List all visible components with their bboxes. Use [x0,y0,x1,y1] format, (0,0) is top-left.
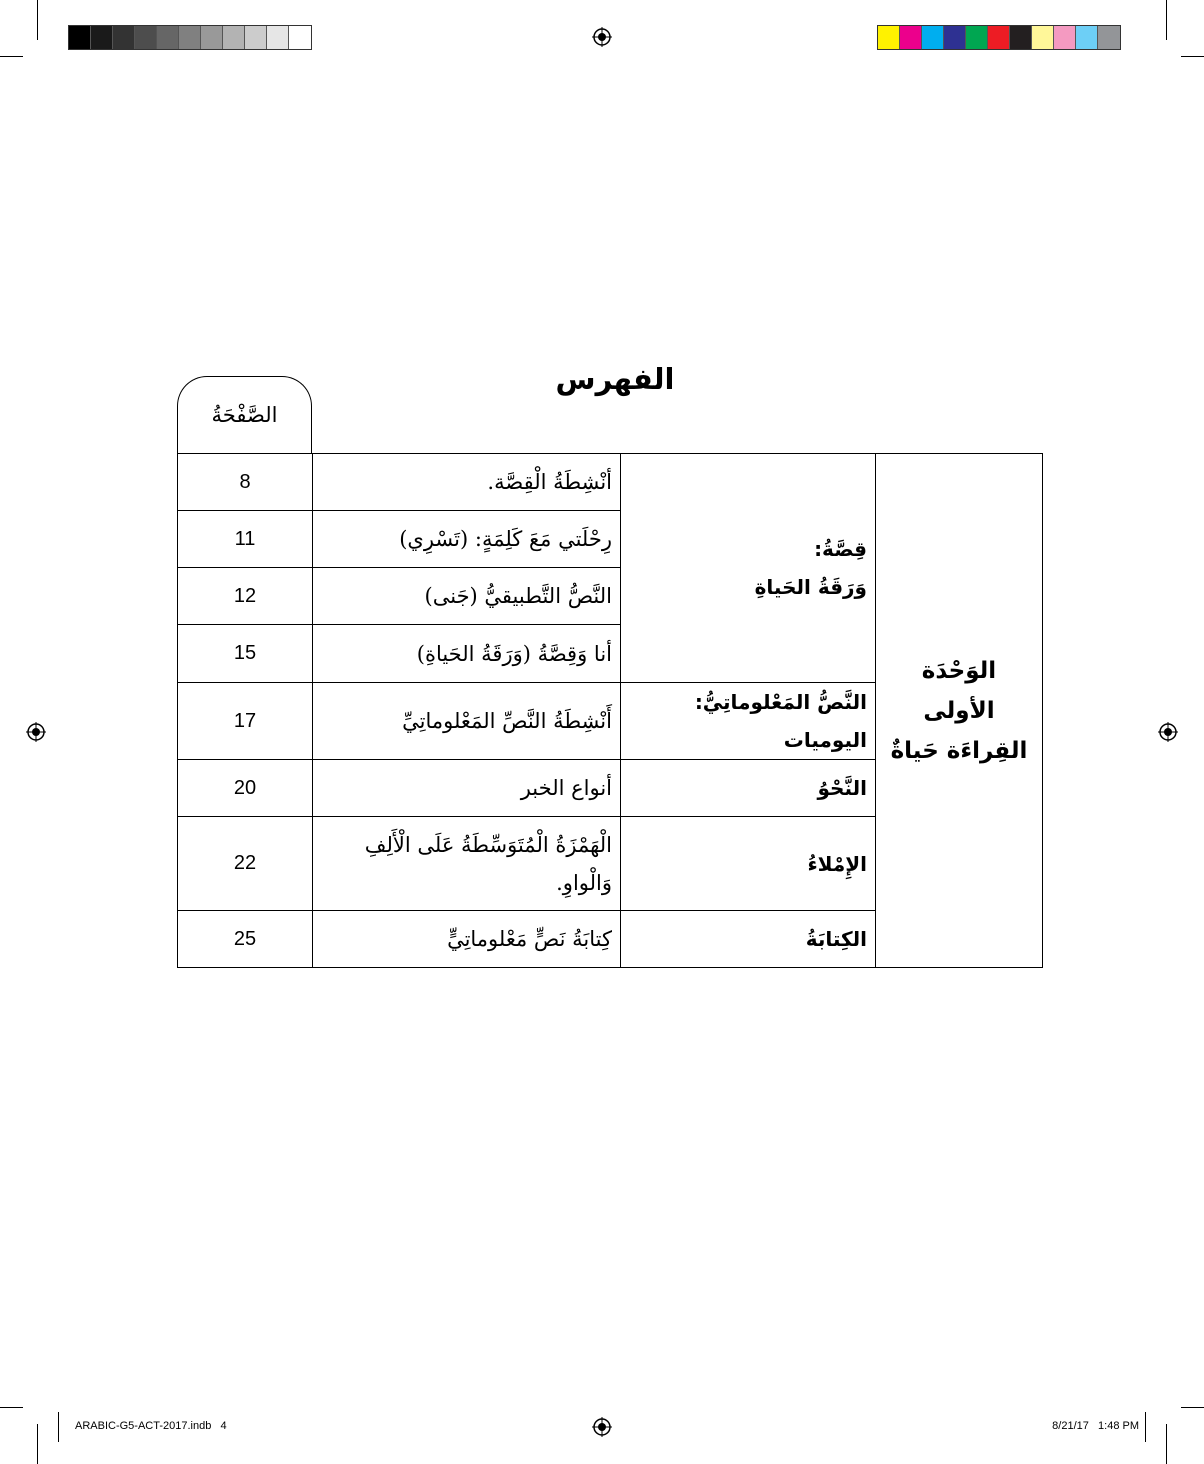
page-number: 20 [178,760,313,817]
page-number: 8 [178,454,313,511]
unit-title [876,454,1043,968]
cmyk-color-bar [877,25,1121,50]
unit-title-line2: القِراءَة حَياةٌ [890,737,1028,764]
gray-swatch [179,26,201,49]
page-number: 25 [178,911,313,968]
slug-file-info: ARABIC-G5-ACT-2017.indb 4 [75,1420,227,1432]
crop-mark [37,0,38,40]
topic-story-line2: وَرَقَةُ الحَياةِ [754,575,867,599]
color-swatch [1010,26,1032,49]
content-item-line2: وَالْواوِ. [556,870,612,895]
content-item: كِتابَةُ نَصٍّ مَعْلوماتِيٍّ [313,911,621,968]
page-number: 17 [178,683,313,760]
color-swatch [922,26,944,49]
gray-swatch [91,26,113,49]
color-swatch [944,26,966,49]
registration-mark-icon [592,1417,612,1437]
content-item: أنْشِطَةُ الْقِصَّة. [313,454,621,511]
slug-divider [1145,1412,1146,1442]
gray-swatch [135,26,157,49]
gray-swatch [289,26,311,49]
color-swatch [1054,26,1076,49]
crop-mark [0,1407,23,1408]
page-number: 11 [178,511,313,568]
unit-title-line1: الوَحْدَة الأولى [921,657,997,724]
content-item: رِحْلَتي مَعَ كَلِمَةٍ: (تَسْرِي) [313,511,621,568]
page-title: الفهرس [555,362,675,396]
topic-grammar: النَّحْوُ [621,760,876,817]
gray-swatch [113,26,135,49]
gray-color-bar [68,25,312,50]
gray-swatch [223,26,245,49]
registration-mark-icon [26,722,46,742]
color-swatch [878,26,900,49]
gray-swatch [201,26,223,49]
topic-story-line1: قِصَّةُ: [814,537,867,561]
page-column-label: الصَّفْحَةُ [211,403,278,427]
crop-mark [1166,1424,1167,1464]
gray-swatch [157,26,179,49]
content-item: أنا وَقِصَّةُ (وَرَقَةُ الحَياةِ) [313,625,621,683]
slug-divider [58,1412,59,1442]
page-number: 12 [178,568,313,625]
crop-mark [1166,0,1167,40]
content-item: أَنْشِطَةُ النَّصِّ المَعْلوماتِيِّ [313,683,621,760]
color-swatch [1098,26,1120,49]
color-swatch [1076,26,1098,49]
topic-story [621,454,876,683]
page-number: 22 [178,817,313,911]
content-item-line1: الْهَمْزَةُ الْمُتَوَسِّطَةُ عَلَى الْأَلِفِ [364,832,612,857]
gray-swatch [267,26,289,49]
table-row [178,454,1043,511]
topic-info-text: النَّصُّ المَعْلوماتِيُّ: اليوميات [621,683,876,760]
content-item: أنواع الخبر [313,760,621,817]
color-swatch [988,26,1010,49]
color-swatch [966,26,988,49]
registration-mark-icon [1158,722,1178,742]
topic-writing: الكِتابَةُ [621,911,876,968]
crop-mark [1181,56,1204,57]
content-item [313,817,621,911]
gray-swatch [245,26,267,49]
topic-dictation: الإِمْلاءُ [621,817,876,911]
gray-swatch [69,26,91,49]
content-item: النَّصُّ التَّطبيقيُّ (جَنى) [313,568,621,625]
page-number: 15 [178,625,313,683]
slug-date-info: 8/21/17 1:48 PM [1052,1420,1139,1432]
crop-mark [1181,1407,1204,1408]
registration-mark-icon [592,27,612,47]
crop-mark [0,56,23,57]
page-column-header [177,376,312,454]
color-swatch [900,26,922,49]
crop-mark [37,1424,38,1464]
color-swatch [1032,26,1054,49]
contents-table [177,453,1043,968]
